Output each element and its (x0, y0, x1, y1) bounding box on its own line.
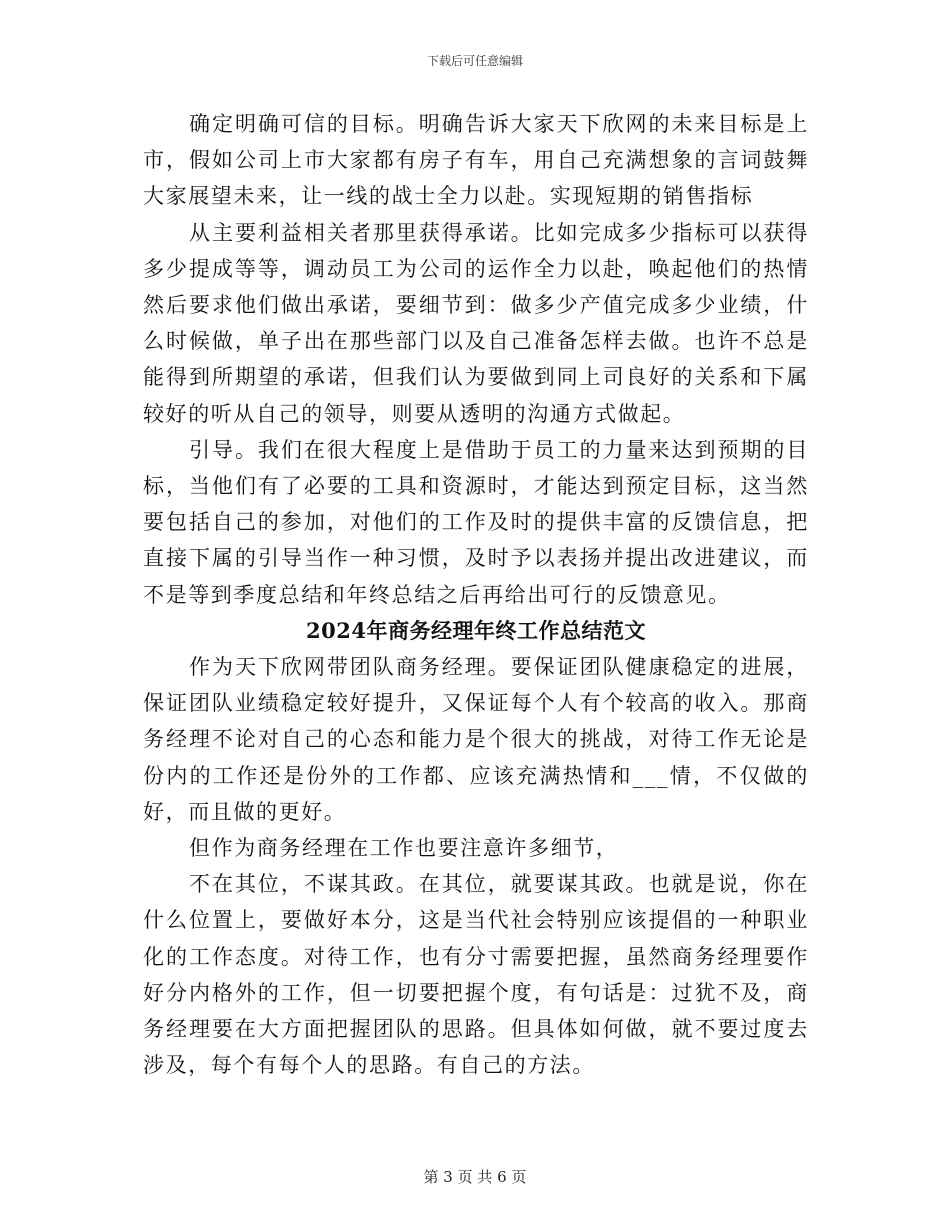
paragraph-commitment: 从主要利益相关者那里获得承诺。比如完成多少指标可以获得多少提成等等，调动员工为公司的运作全力以赴，唤起他们的热情然后要求他们做出承诺，要细节到：做多少产值完成多少业绩，什么时候做，单子出在那些部门以及自己准备怎样去做。也许不总是能得到所期望的承诺，但我们认为要做到同上司良好的关系和下属较好的听从自己的领导，则要从透明的沟通方式做起。 (143, 220, 809, 426)
page-number-footer: 第 3 页 共 6 页 (423, 1168, 527, 1186)
paragraph-position: 不在其位，不谋其政。在其位，就要谋其政。也就是说，你在什么位置上，要做好本分，这是当代社会特别应该提倡的一种职业化的工作态度。对待工作，也有分寸需要把握，虽然商务经理要作好分内格外的工作，但一切要把握个度，有句话是：过犹不及，商务经理要在大方面把握团队的思路。但具体如何做，就不要过度去涉及，每个有每个人的思路。有自己的方法。 (143, 872, 809, 1078)
paragraph-details: 但作为商务经理在工作也要注意许多细节， (189, 836, 619, 861)
document-body (143, 106, 809, 1083)
paragraph-manager-role: 作为天下欣网带团队商务经理。要保证团队健康稳定的进展，保证团队业绩稳定较好提升，又保证每个人有个较高的收入。那商务经理不论对自己的心态和能力是个很大的挑战，对待工作无论是份内的工作还是份外的工作都、应该充满热情和___情，不仅做的好，而且做的更好。 (143, 655, 809, 824)
section-title: 2024年商务经理年终工作总结范文 (306, 617, 646, 643)
paragraph-guidance: 引导。我们在很大程度上是借助于员工的力量来达到预期的目标，当他们有了必要的工具和资源时，才能达到预定目标，这当然要包括自己的参加，对他们的工作及时的提供丰富的反馈信息，把直接下属的引导当作一种习惯，及时予以表扬并提出改进建议，而不是等到季度总结和年终总结之后再给出可行的反馈意见。 (143, 437, 809, 607)
paragraph-goal: 确定明确可信的目标。明确告诉大家天下欣网的未来目标是上市，假如公司上市大家都有房子有车，用自己充满想象的言词鼓舞大家展望未来，让一线的战士全力以赴。实现短期的销售指标 (143, 112, 809, 209)
page-header: 下载后可任意编辑 (426, 54, 523, 68)
